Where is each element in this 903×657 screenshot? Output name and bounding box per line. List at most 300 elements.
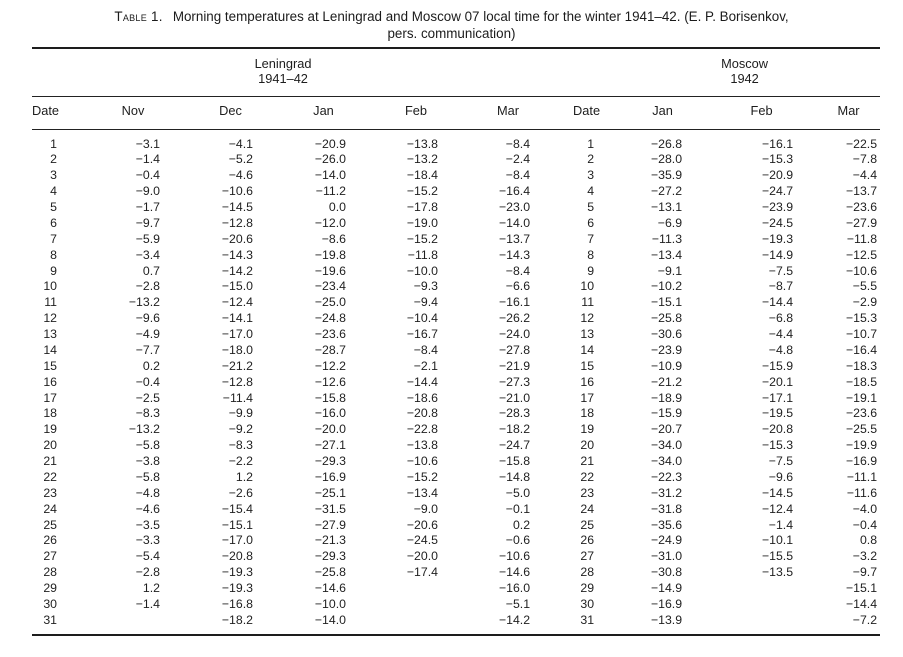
temperature-cell: −26.8 <box>650 136 683 151</box>
temperature-cell: −24.8 <box>314 311 346 326</box>
temperature-cell: −13.2 <box>128 295 160 310</box>
temperature-cell: −3.4 <box>135 247 160 262</box>
temperature-cell: −21.3 <box>314 533 346 548</box>
temperature-cell: −15.1 <box>221 517 253 532</box>
date-cell: 15 <box>43 358 57 373</box>
temperature-cell: −14.9 <box>650 581 683 595</box>
date-cell: 7 <box>587 231 595 246</box>
temperature-cell: −9.2 <box>228 422 253 437</box>
temperature-cell: −15.5 <box>761 549 794 564</box>
temperature-cell: −9.4 <box>413 295 438 310</box>
temperature-cell: −25.1 <box>314 485 346 500</box>
date-cell: 26 <box>580 533 595 548</box>
temperature-cell: −17.8 <box>406 200 438 214</box>
temperature-cell: −31.8 <box>650 501 683 516</box>
temperature-cell: −18.4 <box>406 168 438 183</box>
temperature-cell: −14.0 <box>498 215 531 230</box>
table-row <box>32 597 880 613</box>
temperature-cell: −5.8 <box>135 469 160 484</box>
date-cell: 4 <box>50 184 57 199</box>
temperature-cell: −4.4 <box>852 168 878 183</box>
table-caption-label: Table 1. <box>114 9 163 24</box>
temperature-cell: −16.0 <box>314 406 346 421</box>
date-cell: 6 <box>50 215 57 230</box>
date-cell: 10 <box>43 279 57 294</box>
table-row <box>32 152 880 168</box>
date-cell: 5 <box>587 200 595 214</box>
temperature-cell: −12.8 <box>221 374 253 389</box>
temperature-cell: −5.4 <box>135 549 160 564</box>
temperature-cell: −8.6 <box>321 231 346 246</box>
temperature-cell: −6.6 <box>505 279 531 294</box>
temperature-cell: −23.9 <box>650 342 683 357</box>
temperature-cell: −10.2 <box>650 279 683 294</box>
date-cell: 31 <box>43 612 57 627</box>
table-row <box>32 486 880 502</box>
temperature-cell: −16.1 <box>498 295 531 310</box>
temperature-cell <box>370 581 462 597</box>
temperature-cell: −20.1 <box>761 374 794 389</box>
date-cell: 7 <box>50 231 57 246</box>
table-row <box>32 422 880 438</box>
date-cell: 4 <box>587 184 595 199</box>
group-sublabel: 1941–42 <box>258 71 308 87</box>
temperature-cell: −5.1 <box>505 596 531 611</box>
temperature-cell: −19.0 <box>406 215 438 230</box>
temperature-cell: −8.4 <box>505 263 531 278</box>
temperature-cell: −30.8 <box>650 565 683 580</box>
date-cell: 1 <box>587 136 595 151</box>
temperature-cell: −5.8 <box>135 438 160 453</box>
date-cell: 24 <box>43 501 57 516</box>
temperature-cell: −15.2 <box>406 231 438 246</box>
temperature-cell: −11.8 <box>846 231 878 246</box>
temperature-cell: −5.9 <box>135 231 160 246</box>
temperature-cell: −21.9 <box>498 358 531 373</box>
date-cell: 3 <box>587 168 595 183</box>
temperature-cell: −28.0 <box>650 152 683 167</box>
date-cell: 11 <box>581 295 595 310</box>
date-cell: 21 <box>580 454 595 468</box>
temperature-cell: −16.9 <box>314 469 346 484</box>
temperature-cell: 1.2 <box>142 581 160 595</box>
temperature-cell: −13.9 <box>650 612 683 627</box>
temperature-cell: −19.9 <box>845 438 878 453</box>
temperature-cell: −20.0 <box>314 422 346 437</box>
temperature-cell: −3.2 <box>852 549 878 564</box>
temperature-cell: −13.4 <box>650 247 683 262</box>
table-row <box>32 533 880 549</box>
temperature-cell: −0.4 <box>135 168 160 183</box>
temperature-cell: −23.6 <box>314 327 346 341</box>
temperature-cell: −18.9 <box>650 390 683 405</box>
temperature-cell: −10.6 <box>498 549 531 564</box>
temperature-cell: −20.7 <box>650 422 683 437</box>
temperature-cell: −9.0 <box>413 501 438 516</box>
temperature-cell: −31.5 <box>314 501 346 516</box>
temperature-cell: −18.2 <box>221 612 253 627</box>
date-cell: 2 <box>587 152 595 167</box>
table-row <box>32 549 880 565</box>
temperature-cell: −22.8 <box>406 422 438 437</box>
column-header-mar-leningrad: Mar <box>462 96 554 129</box>
temperature-cell: −34.0 <box>650 454 683 468</box>
temperature-cell: −17.4 <box>406 565 438 580</box>
temperature-cell: −13.4 <box>406 485 438 500</box>
table-row <box>32 327 880 343</box>
temperature-cell: −4.4 <box>768 327 794 341</box>
temperature-cell: −10.7 <box>845 327 878 341</box>
column-header-date-moscow: Date <box>554 96 619 129</box>
temperature-cell: −12.4 <box>761 501 794 516</box>
temperature-cell: −19.3 <box>761 231 794 246</box>
temperature-cell: −14.3 <box>221 247 253 262</box>
temperature-cell: −23.9 <box>761 200 794 214</box>
date-cell: 21 <box>43 454 57 468</box>
temperature-cell: −12.6 <box>314 374 346 389</box>
temperature-cell: 1.2 <box>235 469 253 484</box>
date-cell: 25 <box>580 517 595 532</box>
temperature-cell: −21.2 <box>650 374 683 389</box>
temperature-cell: −11.4 <box>222 390 253 405</box>
temperature-cell: −17.0 <box>221 327 253 341</box>
temperature-cell: −13.2 <box>128 422 160 437</box>
date-cell: 16 <box>43 374 57 389</box>
temperature-cell: −9.3 <box>413 279 438 294</box>
temperature-cell: −2.4 <box>505 152 531 167</box>
temperature-cell: −24.7 <box>498 438 531 453</box>
temperature-cell: −8.4 <box>505 136 531 151</box>
temperature-cell: −18.6 <box>406 390 438 405</box>
temperature-cell: 0.2 <box>512 517 531 532</box>
temperature-cell: −7.5 <box>768 454 794 468</box>
date-cell: 27 <box>580 549 595 564</box>
date-cell: 19 <box>43 422 57 437</box>
temperature-cell: −25.8 <box>650 311 683 326</box>
table-row <box>32 406 880 422</box>
temperature-cell: −14.3 <box>498 247 531 262</box>
date-cell: 17 <box>43 390 57 405</box>
group-sublabel: 1942 <box>730 71 759 87</box>
temperature-cell: −10.0 <box>314 596 346 611</box>
temperature-cell: −29.3 <box>314 454 346 468</box>
temperature-cell: −9.6 <box>768 469 794 484</box>
date-cell: 13 <box>580 327 595 341</box>
temperature-cell: −0.6 <box>505 533 531 548</box>
table-row <box>32 518 880 534</box>
temperature-cell: −35.9 <box>650 168 683 183</box>
date-cell: 11 <box>44 295 57 310</box>
temperature-cell: −26.0 <box>314 152 346 167</box>
temperature-cell <box>370 597 462 613</box>
temperature-cell: −4.8 <box>135 485 160 500</box>
table-row <box>32 502 880 518</box>
temperature-cell: −3.5 <box>135 517 160 532</box>
temperature-cell: −20.8 <box>406 406 438 421</box>
temperature-cell: −8.4 <box>413 342 438 357</box>
temperature-cell: −17.1 <box>761 390 794 405</box>
temperature-cell: −14.4 <box>845 596 878 611</box>
table-row <box>32 295 880 311</box>
temperature-cell <box>706 581 817 597</box>
temperature-cell: −10.6 <box>406 454 438 468</box>
temperature-cell: −14.6 <box>314 581 346 595</box>
temperature-cell: −15.3 <box>761 438 794 453</box>
table-row <box>32 200 880 216</box>
date-cell: 20 <box>580 438 595 453</box>
temperature-cell: −9.6 <box>135 311 160 326</box>
date-cell: 30 <box>43 596 57 611</box>
temperature-cell: −0.4 <box>135 374 160 389</box>
temperature-cell: −12.2 <box>314 358 346 373</box>
temperature-cell: −0.1 <box>505 501 531 516</box>
date-cell: 16 <box>580 374 595 389</box>
temperature-cell: −12.4 <box>221 295 253 310</box>
table-row <box>32 343 880 359</box>
temperature-cell: −1.4 <box>135 152 160 167</box>
temperature-cell: −16.1 <box>761 136 794 151</box>
date-cell: 12 <box>43 311 57 326</box>
table-row <box>32 248 880 264</box>
temperature-cell: −16.0 <box>498 581 531 595</box>
temperature-cell: −23.0 <box>498 200 531 214</box>
temperature-cell: −15.0 <box>221 279 253 294</box>
temperature-cell: −20.9 <box>314 136 346 151</box>
table-caption-text: Morning temperatures at Leningrad and Moscow 07 local time for the winter 1941–42. (E. P. Borisenkov, pers. communication) <box>172 9 789 41</box>
table-row <box>32 581 880 597</box>
temperature-cell: −27.2 <box>650 184 683 199</box>
temperature-cell: −13.2 <box>406 152 438 167</box>
temperature-cell: −5.2 <box>228 152 253 167</box>
date-cell: 30 <box>580 596 595 611</box>
temperature-cell: −12.5 <box>845 247 878 262</box>
temperature-cell: −11.3 <box>651 231 683 246</box>
temperature-cell: −13.7 <box>498 231 531 246</box>
temperature-cell: −16.9 <box>650 596 683 611</box>
date-cell: 6 <box>587 215 595 230</box>
temperature-cell: −4.0 <box>852 501 878 516</box>
table-row <box>32 168 880 184</box>
temperature-cell: −19.1 <box>845 390 878 405</box>
table-row <box>32 279 880 295</box>
temperature-cell: −27.9 <box>314 517 346 532</box>
temperature-cell: −10.6 <box>845 263 878 278</box>
temperature-cell: −14.2 <box>498 612 531 627</box>
table-row <box>32 311 880 327</box>
date-cell: 8 <box>50 247 57 262</box>
temperature-cell: −3.3 <box>135 533 160 548</box>
temperature-cell: −14.8 <box>498 469 531 484</box>
column-header-feb-leningrad: Feb <box>370 96 462 129</box>
temperature-cell: −2.5 <box>135 390 160 405</box>
temperature-cell: −19.3 <box>221 581 253 595</box>
temperature-cell: −25.5 <box>845 422 878 437</box>
temperature-cell: −19.5 <box>761 406 794 421</box>
temperature-cell: −15.8 <box>498 454 531 468</box>
temperature-cell: −6.9 <box>657 215 683 230</box>
temperature-cell: −20.0 <box>406 549 438 564</box>
group-header-row <box>32 49 880 96</box>
temperature-cell: −31.0 <box>650 549 683 564</box>
temperature-cell: −24.7 <box>761 184 794 199</box>
column-header-nov: Nov <box>82 96 184 129</box>
temperature-cell: −13.1 <box>650 200 683 214</box>
date-cell: 5 <box>50 200 57 214</box>
date-cell: 12 <box>580 311 595 326</box>
temperature-cell: −4.9 <box>135 327 160 341</box>
temperature-cell <box>706 597 817 613</box>
temperature-cell: −2.6 <box>228 485 253 500</box>
temperature-cell: −7.7 <box>135 342 160 357</box>
temperature-cell <box>706 613 817 634</box>
temperature-cell: −30.6 <box>650 327 683 341</box>
date-cell: 20 <box>43 438 57 453</box>
temperature-cell: 0.0 <box>328 200 346 214</box>
temperature-cell: −8.7 <box>768 279 794 294</box>
temperature-cell: −20.6 <box>406 517 438 532</box>
date-cell: 14 <box>580 342 595 357</box>
table-row <box>32 129 880 152</box>
temperature-cell: −13.8 <box>406 136 438 151</box>
date-cell: 8 <box>587 247 595 262</box>
temperature-cell: −28.7 <box>314 342 346 357</box>
temperature-cell: −24.0 <box>498 327 531 341</box>
date-cell: 9 <box>587 263 595 278</box>
temperature-cell: −19.8 <box>314 247 346 262</box>
table-row <box>32 454 880 470</box>
date-cell: 28 <box>580 565 595 580</box>
temperature-cell: −12.0 <box>314 215 346 230</box>
temperature-cell: −18.2 <box>498 422 531 437</box>
temperature-cell: −26.2 <box>498 311 531 326</box>
temperature-cell: −24.5 <box>406 533 438 548</box>
table-row <box>32 375 880 391</box>
temperature-cell <box>82 613 184 634</box>
temperature-cell: −2.9 <box>852 295 878 310</box>
temperature-cell: −19.6 <box>314 263 346 278</box>
temperature-cell: −9.7 <box>852 565 878 580</box>
temperature-cell: −31.2 <box>650 485 683 500</box>
temperature-cell: −27.1 <box>314 438 346 453</box>
date-cell: 10 <box>580 279 595 294</box>
temperature-cell: −7.8 <box>852 152 878 167</box>
column-header-mar-moscow: Mar <box>817 96 880 129</box>
group-label: Leningrad <box>254 56 312 72</box>
table-caption <box>102 8 802 42</box>
temperature-cell: −25.0 <box>314 295 346 310</box>
temperature-cell: −28.3 <box>498 406 531 421</box>
date-cell: 15 <box>580 358 595 373</box>
date-cell: 28 <box>43 565 57 580</box>
temperature-cell: −15.2 <box>406 184 438 199</box>
temperature-cell: −22.3 <box>650 469 683 484</box>
temperature-cell: −18.0 <box>221 342 253 357</box>
temperature-cell: −15.8 <box>314 390 346 405</box>
temperature-cell: −0.4 <box>852 517 878 532</box>
date-cell: 22 <box>580 469 595 484</box>
date-cell: 31 <box>580 612 595 627</box>
date-cell: 2 <box>50 152 57 167</box>
temperature-cell: −15.3 <box>761 152 794 167</box>
temperature-cell: −27.8 <box>498 342 531 357</box>
temperature-cell: −15.2 <box>406 469 438 484</box>
temperature-cell: −16.9 <box>845 454 878 468</box>
table-row <box>32 216 880 232</box>
table-row <box>32 391 880 407</box>
temperature-cell: −10.6 <box>221 184 253 199</box>
temperature-cell: −14.4 <box>406 374 438 389</box>
temperature-cell: 0.8 <box>859 533 878 548</box>
temperature-cell: −11.8 <box>407 247 438 262</box>
temperature-cell: −29.3 <box>314 549 346 564</box>
group-label: Moscow <box>721 56 769 72</box>
date-cell: 26 <box>43 533 57 548</box>
temperature-cell: −14.5 <box>761 485 794 500</box>
temperature-cell: −15.9 <box>761 358 794 373</box>
date-cell: 25 <box>43 517 57 532</box>
temperature-cell: −24.9 <box>650 533 683 548</box>
table-row <box>32 264 880 280</box>
bottom-double-rule <box>32 634 880 636</box>
temperature-cell: −20.6 <box>221 231 253 246</box>
date-cell: 24 <box>580 501 595 516</box>
temperature-cell: −7.2 <box>852 612 878 627</box>
temperature-cell: −4.6 <box>228 168 253 183</box>
table-row <box>32 438 880 454</box>
temperature-cell: −35.6 <box>650 517 683 532</box>
temperature-cell: −8.4 <box>505 168 531 183</box>
temperature-cell: −10.0 <box>406 263 438 278</box>
temperature-cell: −7.5 <box>768 263 794 278</box>
temperature-cell: −25.8 <box>314 565 346 580</box>
temperature-cell: 0.7 <box>142 263 160 278</box>
temperature-cell: −1.7 <box>135 200 160 214</box>
temperature-cell: −15.3 <box>845 311 878 326</box>
temperature-cell: −20.8 <box>761 422 794 437</box>
date-cell: 14 <box>43 342 57 357</box>
group-header-moscow <box>554 49 880 96</box>
temperature-cell: −14.5 <box>221 200 253 214</box>
temperature-cell: −8.3 <box>135 406 160 421</box>
date-cell: 1 <box>50 136 57 151</box>
table-sheet <box>32 47 880 636</box>
temperature-cell: −9.1 <box>657 263 683 278</box>
temperature-cell: −16.8 <box>221 596 253 611</box>
temperature-cell: −4.1 <box>228 136 253 151</box>
column-header-date-leningrad: Date <box>32 96 82 129</box>
column-header-feb-moscow: Feb <box>706 96 817 129</box>
temperature-cell: −1.4 <box>768 517 794 532</box>
temperature-cell: −17.0 <box>221 533 253 548</box>
temperature-cell: −6.8 <box>768 311 794 326</box>
temperature-cell: −14.0 <box>314 612 346 627</box>
temperature-cell: −9.9 <box>228 406 253 421</box>
temperature-cell: −21.0 <box>498 390 531 405</box>
column-header-dec: Dec <box>184 96 277 129</box>
temperature-cell: −14.6 <box>498 565 531 580</box>
column-header-jan-moscow: Jan <box>619 96 706 129</box>
temperature-cell: −9.0 <box>135 184 160 199</box>
temperature-cell: −2.2 <box>228 454 253 468</box>
temperature-cell: −15.4 <box>221 501 253 516</box>
temperature-cell: −14.4 <box>761 295 794 310</box>
group-header-leningrad <box>32 49 554 96</box>
temperature-cell: −14.2 <box>221 263 253 278</box>
date-cell: 17 <box>580 390 595 405</box>
temperature-cell: −11.6 <box>846 485 878 500</box>
table-body <box>32 129 880 634</box>
temperature-cell: −13.5 <box>761 565 794 580</box>
